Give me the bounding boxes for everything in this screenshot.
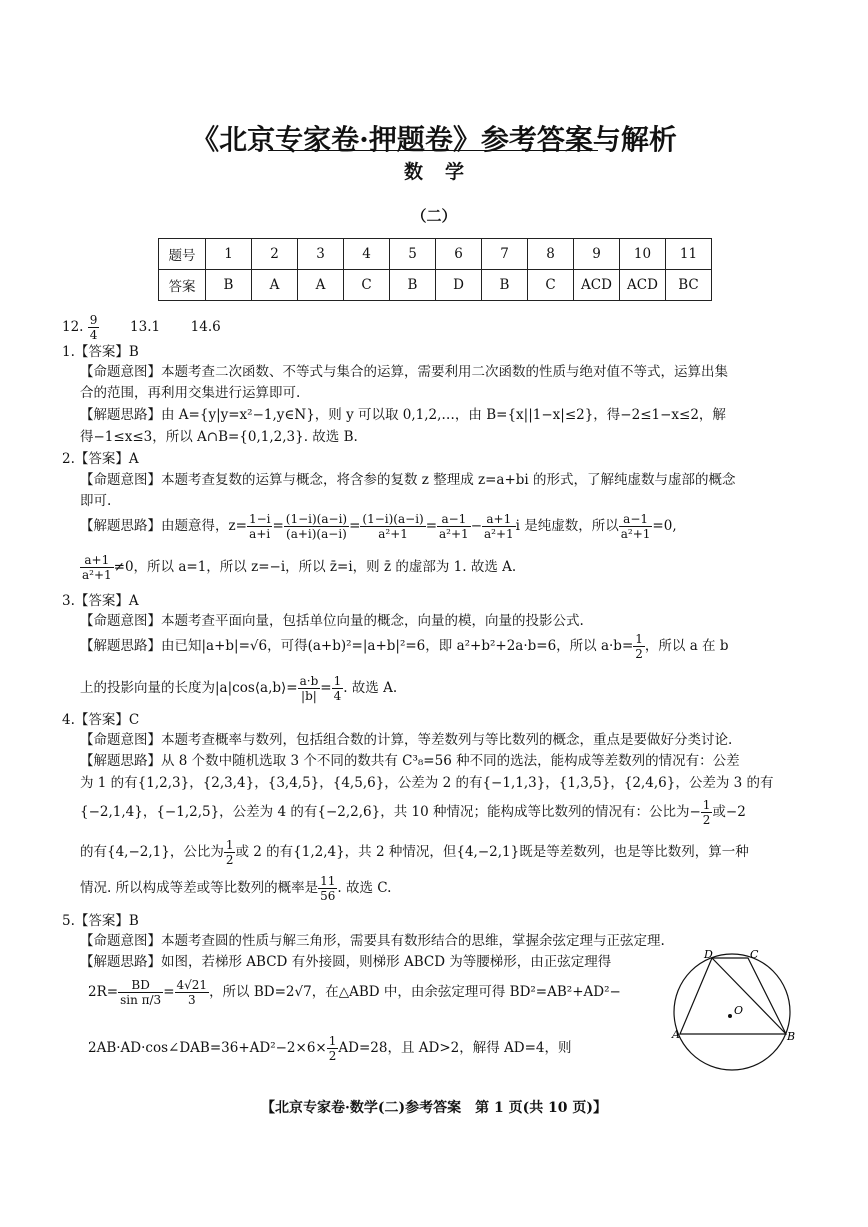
answer-table [158, 238, 712, 301]
q5-solution-line2 [88, 978, 621, 1007]
q4-intent: 【命题意图】本题考查概率与数列，包括组合数的计算，等差数列与等比数列的概念，重点是要做好分类讨论. [80, 732, 733, 748]
fill-in-answers [62, 313, 221, 342]
q3-solution-line1 [80, 632, 728, 661]
denominator: a²+1 [439, 527, 469, 541]
q2-solution-line2 [80, 553, 516, 582]
denominator: |b| [301, 689, 317, 703]
numerator: a+1 [482, 512, 516, 527]
page-title: 《北京专家卷·押题卷》参考答案与解析 [191, 123, 677, 156]
denominator: 3 [187, 993, 196, 1007]
q14-answer: 14.6 [190, 319, 221, 335]
q12-fraction [88, 313, 100, 342]
table-cell: ACD [620, 270, 666, 301]
table-cell: 6 [436, 239, 482, 270]
fraction [318, 874, 337, 903]
numerator: 1 [225, 838, 234, 852]
label-c: C [750, 948, 759, 961]
text: . 故选 C. [337, 880, 392, 896]
fraction [619, 512, 653, 541]
q3-answer: 3.【答案】A [62, 593, 139, 609]
text: AD=28，且 AD>2，解得 AD=4，则 [338, 1040, 572, 1056]
denominator: 4 [333, 689, 342, 703]
text: 2R= [88, 984, 119, 1000]
q3-intent: 【命题意图】本题考查平面向量，包括单位向量的概念，向量的模，向量的投影公式. [80, 613, 584, 629]
fraction [175, 978, 210, 1007]
text: = [320, 680, 332, 696]
fraction [224, 838, 236, 867]
circle-trapezoid-figure [668, 948, 798, 1073]
text: ，所以 BD=2√7，在△ABD 中，由余弦定理可得 BD²=AB²+AD²− [209, 984, 621, 1000]
text: . 故选 A. [343, 680, 398, 696]
denominator: 2 [702, 813, 711, 827]
numerator: (1−i)(a−i) [362, 512, 424, 526]
table-cell: B [206, 270, 252, 301]
table-cell: B [390, 270, 436, 301]
q1-answer: 1.【答案】B [62, 344, 139, 360]
denominator: 4 [89, 328, 98, 342]
q2-solution-line1: 【解题思路】由题意得，z= $\frac{1-i}{a+i}$ = $\frac{(1-i)(a-i)}{(a+i)(a-i)}$ = $\frac{(1-i)(a-i)}{\text{a²+1}}$ = $\frac{a-1}{\text{a²+1}}$ − $\frac{a+1}{\text{a²+1}}$ i 是纯虚数，所以 $\frac{a-1}{\text{a²+1}}$ =0, [80, 512, 677, 541]
numerator: a·b [299, 674, 319, 688]
denominator: (a+i)(a−i) [286, 527, 347, 541]
table-cell: C [528, 270, 574, 301]
table-row [159, 270, 712, 301]
table-cell: ACD [574, 270, 620, 301]
numerator: 1 [635, 632, 643, 646]
text: ≠0，所以 a=1，所以 z=−i，所以 z̄=i，则 z̄ 的虚部为 1. 故选 A. [113, 559, 517, 575]
q4-solution-line1: 【解题思路】从 8 个数中随机选取 3 个不同的数共有 C³₈=56 种不同的选法，能构成等差数列的情况有：公差 [80, 753, 740, 769]
table-header-cell: 题号 [159, 239, 206, 270]
denominator: a²+1 [82, 568, 112, 582]
table-cell: 1 [206, 239, 252, 270]
text: 的有{4,−2,1}，公比为 [80, 844, 224, 860]
fraction [284, 512, 349, 541]
fraction [482, 512, 516, 541]
diagonal-bd [712, 958, 786, 1034]
fraction [118, 978, 163, 1007]
label-d: D [704, 948, 713, 961]
q2-intent-line1: 【命题意图】本题考查复数的运算与概念，将含参的复数 z 整理成 z=a+bi 的形式，了解纯虚数与虚部的概念 [80, 472, 736, 488]
numerator: a−1 [619, 512, 653, 527]
fraction [247, 512, 273, 541]
q2-answer: 2.【答案】A [62, 451, 139, 467]
part-heading: （二） [411, 207, 457, 225]
fraction [701, 798, 713, 827]
fraction [298, 674, 321, 703]
fraction [327, 1034, 339, 1063]
table-cell: 2 [252, 239, 298, 270]
text: =0, [652, 518, 677, 534]
q1-solution-line2: 得−1≤x≤3，所以 A∩B={0,1,2,3}. 故选 B. [80, 429, 358, 445]
table-cell: A [298, 270, 344, 301]
circumcircle [674, 954, 790, 1070]
numerator: a+1 [80, 553, 114, 568]
text: {−2,1,4}，{−1,2,5}，公差为 4 的有{−2,2,6}，共 10 种情况；能构成等比数列的情况有：公比为− [80, 804, 701, 820]
denominator: a²+1 [484, 527, 514, 541]
q12-label: 12. [62, 319, 84, 335]
text: 情况. 所以构成等差或等比数列的概率是 [80, 880, 319, 896]
page-footer: 【北京专家卷·数学(二)参考答案 第 1 页(共 10 页)】 [260, 1100, 608, 1116]
trapezoid [680, 958, 786, 1034]
numerator: 11 [320, 874, 336, 888]
title-underline [268, 150, 598, 151]
q4-solution-line3 [80, 798, 746, 827]
numerator: 1−i [248, 512, 271, 526]
q3-solution-line2 [80, 674, 397, 703]
fraction [360, 512, 425, 541]
q4-solution-line4 [80, 838, 749, 867]
text: ，所以 a 在 b [644, 638, 729, 654]
table-cell: A [252, 270, 298, 301]
denominator: 56 [320, 889, 336, 903]
text: 【解题思路】由已知|a+b|=√6，可得(a+b)²=|a+b|²=6，即 a²+b²+2a·b=6，所以 a·b= [80, 638, 634, 654]
q5-intent: 【命题意图】本题考查圆的性质与解三角形，需要具有数形结合的思维，掌握余弦定理与正弦定理. [80, 933, 665, 949]
denominator: 2 [225, 853, 234, 867]
denominator: 2 [635, 647, 643, 661]
text: = [163, 984, 175, 1000]
q4-solution-line5 [80, 874, 391, 903]
fraction [437, 512, 471, 541]
table-cell: BC [666, 270, 712, 301]
table-row [159, 239, 712, 270]
text: 2AB·AD·cos∠DAB=36+AD²−2×6× [88, 1040, 327, 1056]
table-cell: 5 [390, 239, 436, 270]
text: 上的投影向量的长度为|a|cos⟨a,b⟩= [80, 680, 298, 696]
numerator: (1−i)(a−i) [285, 512, 348, 526]
label-a: A [672, 1028, 680, 1041]
q5-solution-line3 [88, 1034, 571, 1063]
table-cell: 8 [528, 239, 574, 270]
q1-intent-line1: 【命题意图】本题考查二次函数、不等式与集合的运算，需要利用二次函数的性质与绝对值不等式，运算出集 [80, 364, 728, 380]
text: 或−2 [712, 804, 746, 820]
table-cell: 10 [620, 239, 666, 270]
numerator: a−1 [437, 512, 471, 527]
denominator: a²+1 [620, 527, 651, 541]
numerator: 1 [702, 798, 711, 812]
label-b: B [787, 1030, 796, 1043]
table-header-cell: 答案 [159, 270, 206, 301]
q4-answer: 4.【答案】C [62, 712, 140, 728]
center-point [728, 1014, 732, 1018]
numerator: 1 [328, 1034, 337, 1048]
table-cell: 11 [666, 239, 712, 270]
q1-intent-line2: 合的范围，再利用交集进行运算即可. [80, 385, 301, 401]
numerator: 9 [89, 313, 98, 327]
table-cell: D [436, 270, 482, 301]
q5-solution-line1: 【解题思路】如图，若梯形 ABCD 有外接圆，则梯形 ABCD 为等腰梯形，由正弦定理得 [80, 954, 612, 970]
q2-intent-line2: 即可. [80, 493, 112, 509]
denominator: sin π/3 [120, 993, 162, 1007]
denominator: a+i [249, 527, 271, 541]
fraction [633, 632, 645, 661]
numerator: 4√21 [176, 978, 208, 992]
q4-solution-line2: 为 1 的有{1,2,3}，{2,3,4}，{3,4,5}，{4,5,6}，公差为 2 的有{−1,1,3}，{1,3,5}，{2,4,6}，公差为 3 的有 [80, 775, 774, 791]
table-cell: 3 [298, 239, 344, 270]
denominator: a²+1 [378, 527, 408, 541]
table-cell: 4 [344, 239, 390, 270]
q1-solution-line1: 【解题思路】由 A={y|y=x²−1,y∈N}，则 y 可以取 0,1,2,…，由 B={x||1−x|≤2}，得−2≤1−x≤2，解 [80, 407, 726, 423]
table-cell: B [482, 270, 528, 301]
table-cell: 7 [482, 239, 528, 270]
fraction [332, 674, 344, 703]
numerator: BD [118, 978, 163, 993]
table-cell: C [344, 270, 390, 301]
text: 或 2 的有{1,2,4}，共 2 种情况，但{4,−2,1}既是等差数列，也是等比数列，算一种 [235, 844, 749, 860]
subject-heading: 数学 [403, 161, 486, 183]
q5-answer: 5.【答案】B [62, 913, 139, 929]
fraction [80, 553, 114, 582]
label-o: O [734, 1004, 744, 1017]
text: i 是纯虚数，所以 [515, 518, 619, 534]
numerator: 1 [333, 674, 342, 688]
text: 【解题思路】由题意得，z= [80, 518, 247, 534]
q13-answer: 13.1 [130, 319, 161, 335]
denominator: 2 [328, 1049, 337, 1063]
table-cell: 9 [574, 239, 620, 270]
